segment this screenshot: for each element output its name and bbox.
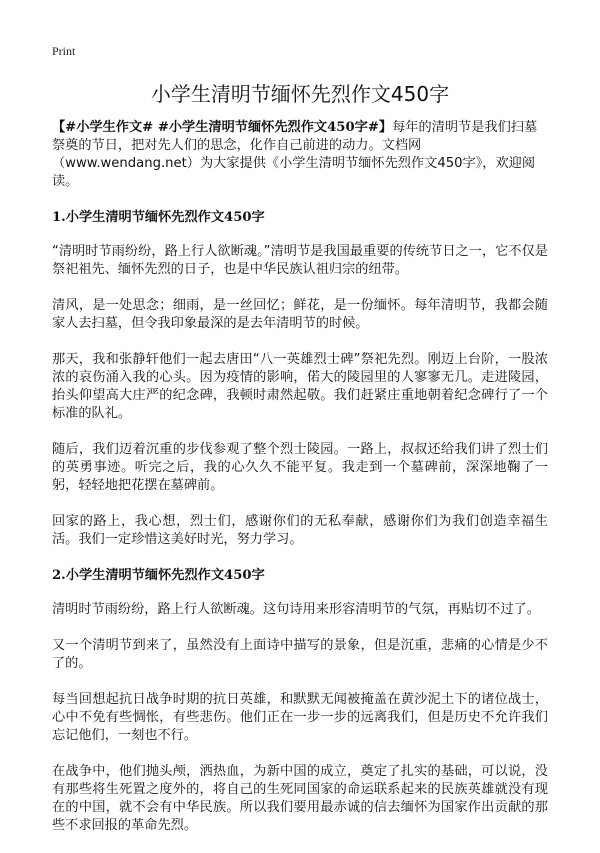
- section-1: [52, 209, 548, 549]
- paragraph: 随后，我们迈着沉重的步伐参观了整个烈士陵园。一路上，叔叔还给我们讲了烈士们的英勇事迹。听完之后，我的心久久不能平复。我走到一个墓碑前，深深地鞠了一躬，轻轻地把花摆在墓碑前。: [52, 442, 548, 493]
- section-2: [52, 567, 548, 835]
- paragraph: 回家的路上，我心想，烈士们，感谢你们的无私奉献，感谢你们为我们创造幸福生活。我们一定珍惜这美好时光，努力学习。: [52, 514, 548, 547]
- paragraph: 那天，我和张静轩他们一起去唐田“八一英雄烈士碑”祭祀先烈。刚迈上台阶，一股浓浓的哀伤涌入我的心头。因为疫情的影响，偌大的陵园里的人寥寥无几。走进陵园，抬头仰望高大庄严的纪念碑，我顿时肃然起敬。我们赶紧庄重地朝着纪念碑行了一个标准的队礼。: [52, 352, 548, 421]
- paragraph: 清风，是一处思念；细雨，是一丝回忆；鲜花，是一份缅怀。每年清明节，我都会随家人去扫墓，但令我印象最深的是去年清明节的时候。: [52, 298, 548, 331]
- section-heading: 2.小学生清明节缅怀先烈作文450字: [52, 568, 265, 583]
- intro-text: 每年的清明节是我们扫墓祭奠的节日，把对先人们的思念，化作自己前进的动力。文档网（www.wendang.net）为大家提供《小学生清明节缅怀先烈作文450字》，欢迎阅读。: [52, 120, 538, 189]
- section-heading: 1.小学生清明节缅怀先烈作文450字: [52, 210, 265, 225]
- paragraph: 每当回想起抗日战争时期的抗日英雄，和默默无闻被掩盖在黄沙泥土下的诸位战士，心中不免有些惆怅，有些悲伤。他们正在一步一步的远离我们，但是历史不允许我们忘记他们，一刻也不行。: [52, 692, 548, 743]
- intro-tag: 【#小学生作文# #小学生清明节缅怀先烈作文450字#】: [52, 120, 393, 135]
- print-label: Print: [52, 44, 76, 58]
- paragraph: 清明时节雨纷纷，路上行人欲断魂。这句诗用来形容清明节的气氛，再贴切不过了。: [52, 602, 540, 617]
- intro-paragraph: [52, 119, 548, 191]
- document-body: [52, 119, 548, 853]
- document-title: 小学生清明节缅怀先烈作文450字: [150, 82, 450, 106]
- paragraph: “清明时节雨纷纷，路上行人欲断魂。”清明节是我国最重要的传统节日之一，它不仅是祭祀祖先、缅怀先烈的日子，也是中华民族认祖归宗的纽带。: [52, 244, 548, 277]
- paragraph: 在战争中，他们抛头颅，洒热血，为新中国的成立，奠定了扎实的基础，可以说，没有那些将生死置之度外的，将自己的生死同国家的命运联系起来的民族英雄就没有现在的中国，就不会有中华民族。所以我们要用最赤诚的信去缅怀为国家作出贡献的那些不求回报的革命先烈。: [52, 764, 548, 833]
- paragraph: 又一个清明节到来了，虽然没有上面诗中描写的景象，但是沉重，悲痛的心情是少不了的。: [52, 638, 548, 671]
